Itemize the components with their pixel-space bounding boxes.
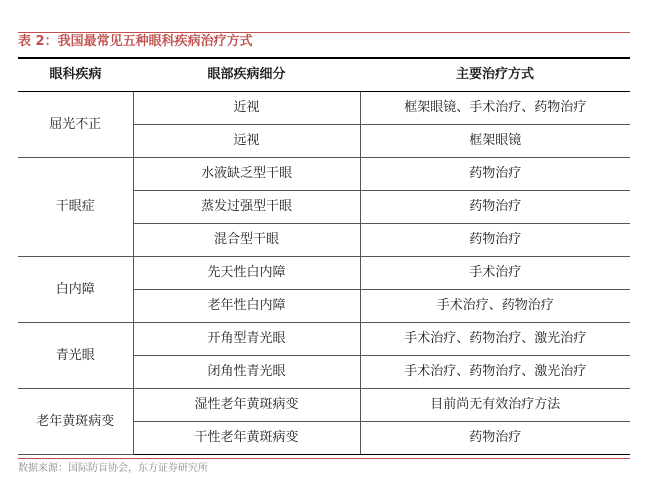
- treatment-cell: 药物治疗: [360, 191, 630, 224]
- source-top-rule: [18, 458, 630, 459]
- subtype-cell: 干性老年黄斑病变: [133, 422, 360, 455]
- title-top-rule: [18, 32, 630, 33]
- subtype-cell: 湿性老年黄斑病变: [133, 389, 360, 422]
- treatment-cell: 手术治疗、药物治疗: [360, 290, 630, 323]
- subtype-cell: 先天性白内障: [133, 257, 360, 290]
- treatment-cell: 药物治疗: [360, 422, 630, 455]
- table-row: [18, 158, 630, 191]
- disease-cell: 屈光不正: [18, 92, 133, 158]
- source-note: 数据来源：国际防盲协会，东方证券研究所: [18, 463, 208, 474]
- treatment-cell: 药物治疗: [360, 224, 630, 257]
- subtype-cell: 水液缺乏型干眼: [133, 158, 360, 191]
- subtype-cell: 闭角性青光眼: [133, 356, 360, 389]
- subtype-cell: 蒸发过强型干眼: [133, 191, 360, 224]
- subtype-cell: 混合型干眼: [133, 224, 360, 257]
- disease-cell: 老年黄斑病变: [18, 389, 133, 455]
- subtype-cell: 老年性白内障: [133, 290, 360, 323]
- subtype-cell: 近视: [133, 92, 360, 125]
- treatment-cell: 药物治疗: [360, 158, 630, 191]
- treatment-table: [18, 57, 630, 455]
- disease-cell: 青光眼: [18, 323, 133, 389]
- header-treatment: 主要治疗方式: [360, 58, 630, 92]
- treatment-cell: 手术治疗、药物治疗、激光治疗: [360, 323, 630, 356]
- header-subtype: 眼部疾病细分: [133, 58, 360, 92]
- table-row: [18, 389, 630, 422]
- subtype-cell: 远视: [133, 125, 360, 158]
- table-row: [18, 92, 630, 125]
- treatment-cell: 手术治疗: [360, 257, 630, 290]
- header-disease: 眼科疾病: [18, 58, 133, 92]
- disease-cell: 干眼症: [18, 158, 133, 257]
- table-row: [18, 257, 630, 290]
- header-row: [18, 58, 630, 92]
- table-row: [18, 323, 630, 356]
- treatment-cell: 框架眼镜、手术治疗、药物治疗: [360, 92, 630, 125]
- disease-cell: 白内障: [18, 257, 133, 323]
- treatment-cell: 手术治疗、药物治疗、激光治疗: [360, 356, 630, 389]
- table-title: 表 2：我国最常见五种眼科疾病治疗方式: [18, 34, 253, 49]
- subtype-cell: 开角型青光眼: [133, 323, 360, 356]
- treatment-cell: 框架眼镜: [360, 125, 630, 158]
- treatment-cell: 目前尚无有效治疗方法: [360, 389, 630, 422]
